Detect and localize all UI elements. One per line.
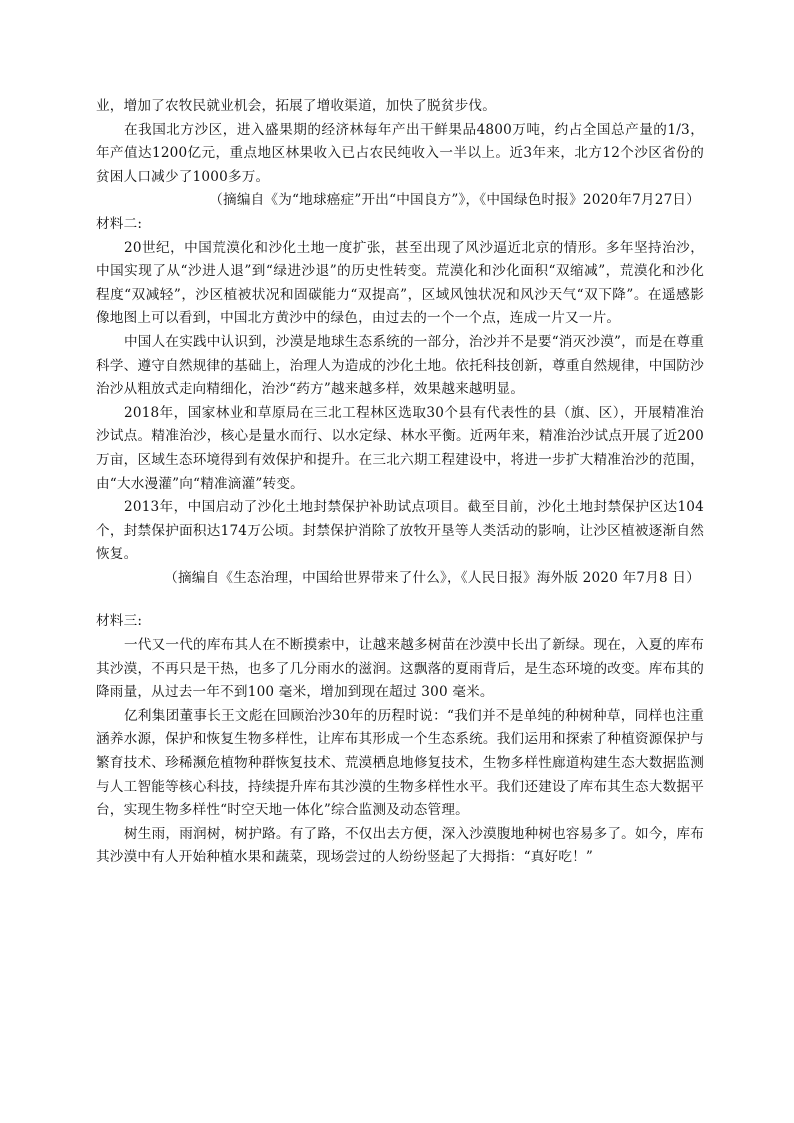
- citation-source-2: （摘编自《生态治理，中国给世界带来了什么》，《人民日报》海外版 2020 年7月8 日）: [164, 569, 700, 586]
- material-2-paragraph-1: 20世纪，中国荒漠化和沙化土地一度扩张，甚至出现了风沙逼近北京的情形。多年坚持治沙，中国实现了从“沙进人退”到“绿进沙退”的历史性转变。荒漠化和沙化面积“双缩减”，荒漠化和沙化程度“双减轻”，沙区植被状况和固碳能力“双提高”，区域风蚀状况和风沙天气“双下降”。在遥感影像地图上可以看到，中国北方黄沙中的绿色，由过去的一个一个点，连成一片又一片。: [96, 239, 704, 327]
- material-3-paragraph-2: 亿利集团董事长王文彪在回顾治沙30年的历程时说：“我们并不是单纯的种树种草，同样也注重涵养水源，保护和恢复生物多样性，让库布其形成一个生态系统。我们运用和探索了种植资源保护与繁育技术、珍稀濒危植物种群恢复技术、荒漠栖息地修复技术，生物多样性廊道构建生态大数据监测与人工智能等核心科技，持续提升库布其沙漠的生物多样性水平。我们还建设了库布其生态大数据平台，实现生物多样性“时空天地一体化”综合监测及动态管理。: [96, 707, 704, 819]
- citation-source-1: （摘编自《为“地球癌症”开出“中国良方”》，《中国绿色时报》2020年7月27日）: [209, 192, 700, 209]
- material-2-paragraph-2: 中国人在实践中认识到，沙漠是地球生态系统的一部分，治沙并不是要“消灭沙漠”，而是在尊重科学、遵守自然规律的基础上，治理人为造成的沙化土地。依托科技创新，尊重自然规律，中国防沙治沙从粗放式走向精细化，治沙“药方”越来越多样，效果越来越明显。: [96, 333, 704, 398]
- paragraph-continuation: 业，增加了农牧民就业机会，拓展了增收渠道，加快了脱贫步伐。: [96, 98, 497, 114]
- paragraph-north-sand-area: 在我国北方沙区，进入盛果期的经济林每年产出干鲜果品4800万吨，约占全国总产量的1/3，年产值达1200亿元，重点地区林果收入已占农民纯收入一半以上。近3年来，北方12个沙区省份的贫困人口减少了1000多万。: [96, 121, 704, 185]
- material-3-label: 材料三:: [96, 613, 143, 630]
- material-3-paragraph-3: 树生雨，雨润树，树护路。有了路，不仅出去方便，深入沙漠腹地种树也容易多了。如今，库布其沙漠中有人开始种植水果和蔬菜，现场尝过的人纷纷竖起了大拇指：“真好吃！”: [96, 825, 704, 866]
- material-2-paragraph-3: 2018年，国家林业和草原局在三北工程林区选取30个县有代表性的县（旗、区），开展精准治沙试点。精准治沙，核心是量水而行、以水定绿、林水平衡。近两年来，精准治沙试点开展了近200万亩，区域生态环境得到有效保护和提升。在三北六期工程建设中，将进一步扩大精准治沙的范围，由“大水漫灌”向“精准滴灌”转变。: [96, 404, 704, 492]
- material-3-paragraph-1: 一代又一代的库布其人在不断摸索中，让越来越多树苗在沙漠中长出了新绿。现在，入夏的库布其沙漠，不再只是干热，也多了几分雨水的滋润。这飘落的夏雨背后，是生态环境的改变。库布其的降雨量，从过去一年不到100 毫米，增加到现在超过 300 毫米。: [96, 637, 704, 701]
- material-2-paragraph-4: 2013年，中国启动了沙化土地封禁保护补助试点项目。截至目前，沙化土地封禁保护区达104个，封禁保护面积达174万公顷。封禁保护消除了放牧开垦等人类活动的影响，让沙区植被逐渐自然恢复。: [96, 499, 704, 563]
- document-body: [96, 95, 704, 870]
- material-2-label: 材料二:: [96, 215, 143, 232]
- section-spacer: [96, 590, 704, 610]
